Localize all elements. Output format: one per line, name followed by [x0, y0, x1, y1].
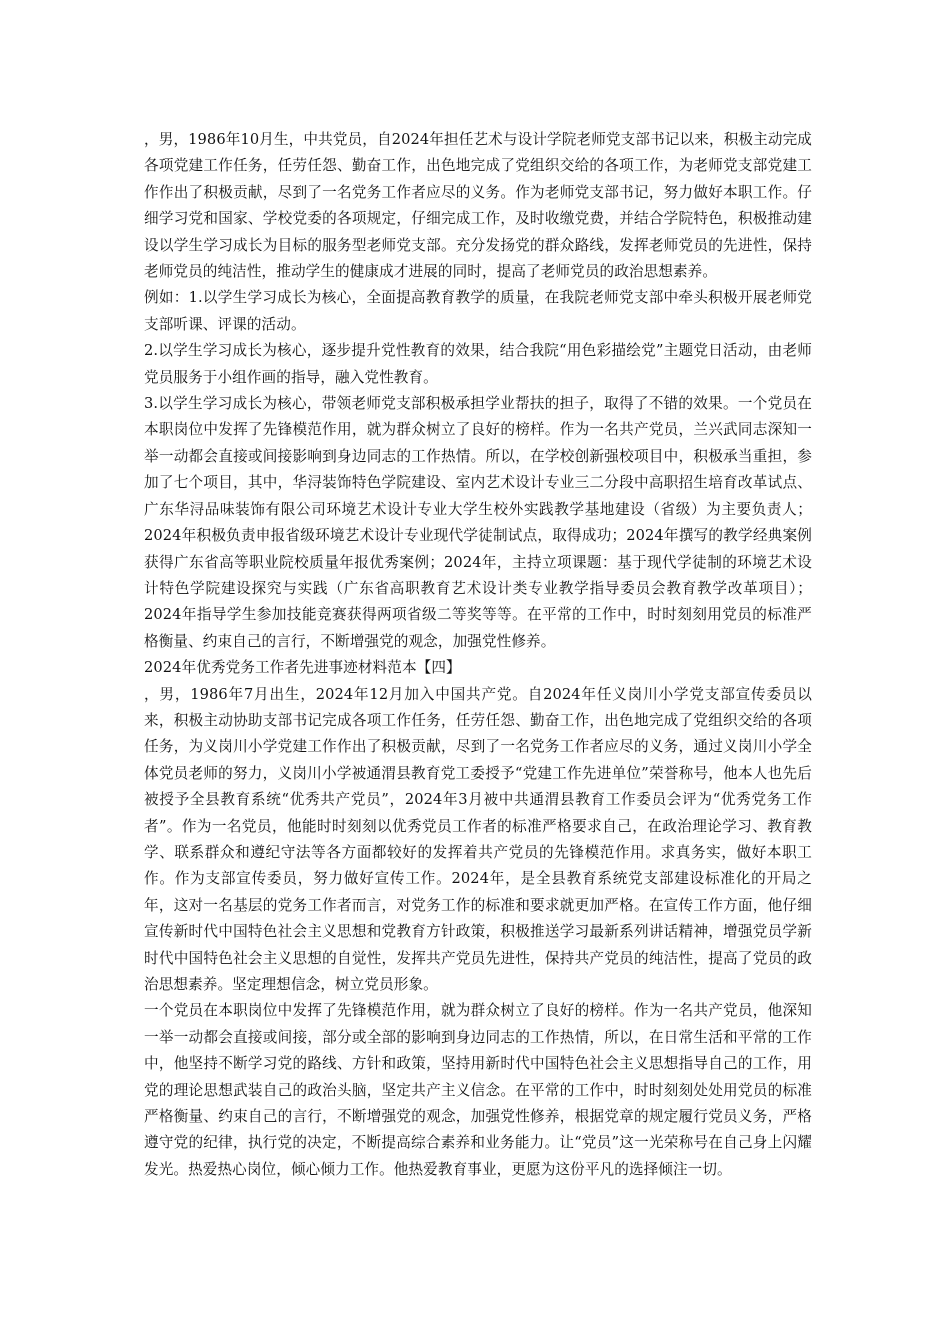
- paragraph-1: ，男，1986年10月生，中共党员，自2024年担任艺术与设计学院老师党支部书记以来，积极主动完成各项党建工作任务，任劳任怨、勤奋工作，出色地完成了党组织交给的各项工作，为老师党支部党建工作作出了积极贡献，尽到了一名党务工作者应尽的义务。作为老师党支部书记，努力做好本职工作。仔细学习党和国家、学校党委的各项规定，仔细完成工作，及时收缴党费，并结合学院特色，积极推动建设以学生学习成长为目标的服务型老师党支部。充分发扬党的群众路线，发挥老师党员的先进性，保持老师党员的纯洁性，推动学生的健康成才进展的同时，提高了老师党员的政治思想素养。: [144, 131, 812, 281]
- paragraph-5: ，男，1986年7月出生，2024年12月加入中国共产党。自2024年任义岗川小学党支部宣传委员以来，积极主动协助支部书记完成各项工作任务，任劳任怨、勤奋工作，出色地完成了党组织交给的各项任务，为义岗川小学党建工作作出了积极贡献，尽到了一名党务工作者应尽的义务，通过义岗川小学全体党员老师的努力，义岗川小学被通渭县教育党工委授予“党建工作先进单位”荣誉称号，他本人也先后被授予全县教育系统“优秀共产党员”，2024年3月被中共通渭县教育工作委员会评为“优秀党务工作者”。作为一名党员，他能时时刻刻以优秀党员工作者的标准严格要求自己，在政治理论学习、教育教学、联系群众和遵纪守法等各方面都较好的发挥着共产党员的先锋模范作用。求真务实，做好本职工作。作为支部宣传委员，努力做好宣传工作。2024年，是全县教育系统党支部建设标准化的开局之年，这对一名基层的党务工作者而言，对党务工作的标准和要求就更加严格。在宣传工作方面，他仔细宣传新时代中国特色社会主义思想和党教育方针政策，积极推送学习最新系列讲话精神，增强党员学新时代中国特色社会主义思想的自觉性，发挥共产党员先进性，保持共产党员的纯洁性，提高了党员的政治思想素养。坚定理想信念，树立党员形象。: [144, 685, 812, 993]
- paragraph-3: 2.以学生学习成长为核心，逐步提升党性教育的效果，结合我院“用色彩描绘党”主题党日活动，由老师党员服务于小组作画的指导，融入党性教育。: [144, 342, 812, 386]
- paragraph-4: 3.以学生学习成长为核心，带领老师党支部积极承担学业帮扶的担子，取得了不错的效果。一个党员在本职岗位中发挥了先锋模范作用，就为群众树立了良好的榜样。作为一名共产党员，兰兴武同志深知一举一动都会直接或间接影响到身边同志的工作热情。所以，在学校创新强校项目中，积极承当重担，参加了七个项目，其中，华浔装饰特色学院建设、室内艺术设计专业三二分段中高职招生培育改革试点、广东华浔品味装饰有限公司环境艺术设计专业大学生校外实践教学基地建设（省级）为主要负责人；2024年积极负责申报省级环境艺术设计专业现代学徒制试点，取得成功；2024年撰写的教学经典案例获得广东省高等职业院校质量年报优秀案例；2024年，主持立项课题：基于现代学徒制的环境艺术设计特色学院建设探究与实践（广东省高职教育艺术设计类专业教学指导委员会教育教学改革项目）；2024年指导学生参加技能竞赛获得两项省级二等奖等等。在平常的工作中，时时刻刻用党员的标准严格衡量、约束自己的言行，不断增强党的观念，加强党性修养。: [144, 395, 812, 650]
- section-heading: 2024年优秀党务工作者先进事迹材料范本【四】: [144, 659, 461, 677]
- paragraph-6: 一个党员在本职岗位中发挥了先锋模范作用，就为群众树立了良好的榜样。作为一名共产党员，他深知一举一动都会直接或间接，部分或全部的影响到身边同志的工作热情，所以，在日常生活和平常的工作中，他坚持不断学习党的路线、方针和政策，坚持用新时代中国特色社会主义思想指导自己的工作，用党的理论思想武装自己的政治头脑，坚定共产主义信念。在平常的工作中，时时刻刻处处用党员的标准严格衡量、约束自己的言行，不断增强党的观念，加强党性修养，根据党章的规定履行党员义务，严格遵守党的纪律，执行党的决定，不断提高综合素养和业务能力。让“党员”这一光荣称号在自己身上闪耀发光。热爱热心岗位，倾心倾力工作。他热爱教育事业，更愿为这份平凡的选择倾注一切。: [144, 1002, 812, 1178]
- paragraph-2: 例如：1.以学生学习成长为核心，全面提高教育教学的质量，在我院老师党支部中牵头积极开展老师党支部听课、评课的活动。: [144, 289, 812, 333]
- document-body: [144, 127, 812, 1183]
